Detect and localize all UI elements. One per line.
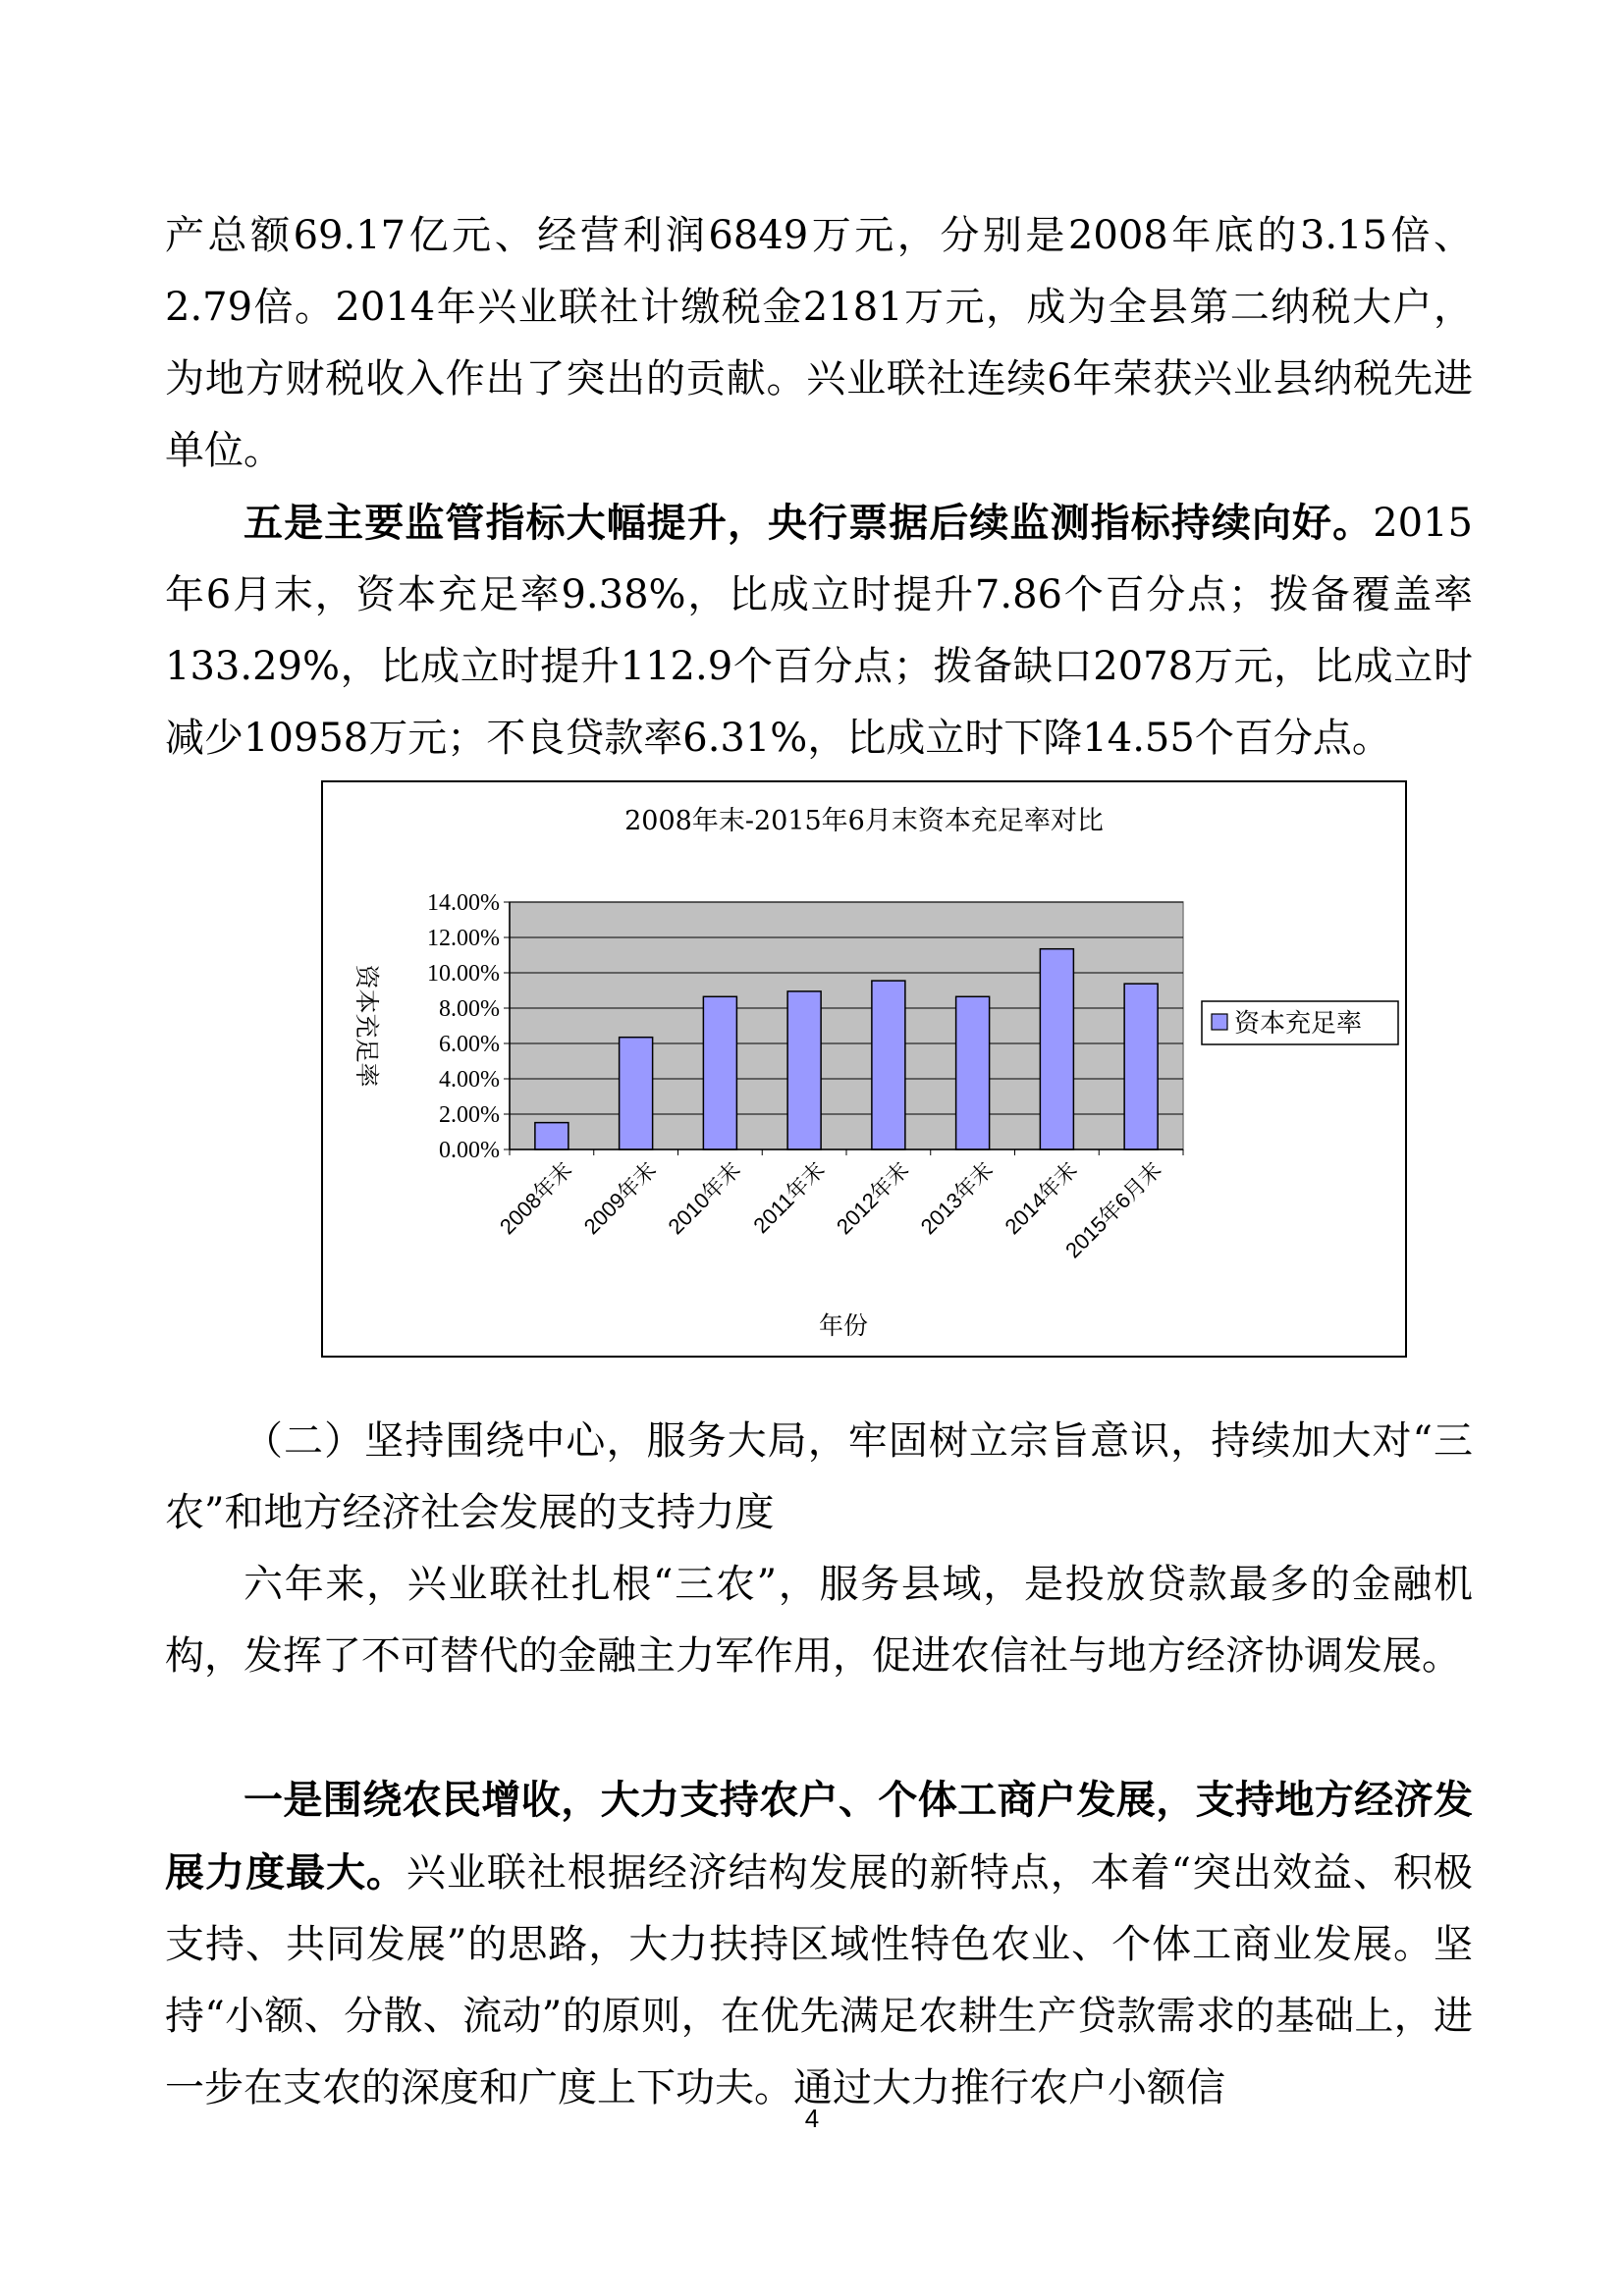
chart-title: 2008年末-2015年6月末资本充足率对比 <box>624 806 1104 836</box>
legend-swatch <box>1212 1014 1227 1030</box>
x-tick-label: 2012年末 <box>832 1156 914 1240</box>
legend-label: 资本充足率 <box>1234 1009 1363 1039</box>
x-tick-label: 2015年6月末 <box>1060 1156 1166 1263</box>
bar-1 <box>535 1123 568 1149</box>
section-heading-text: （二）坚持围绕中心，服务大局，牢固树立宗旨意识，持续加大对“三农”和地方经济社会发展的支持力度 <box>165 1418 1473 1535</box>
paragraph-heading: 五是主要监管指标大幅提升，央行票据后续监测指标持续向好。 <box>244 500 1374 546</box>
paragraph-heading: 一是围绕农民增收，大力支持农户、个体工商户发展，支持地方经济发展力度最大。 <box>165 1777 1473 1896</box>
bar-7 <box>1040 949 1073 1149</box>
y-tick-label: 2.00% <box>439 1102 500 1128</box>
x-tick-label: 2008年末 <box>495 1156 577 1240</box>
paragraph-text: 六年来，兴业联社扎根“三农”，服务县域，是投放贷款最多的金融机构，发挥了不可替代的金融主力军作用，促进农信社与地方经济协调发展。 <box>165 1562 1473 1679</box>
chart-canvas <box>323 782 1405 1356</box>
x-tick-label: 2011年末 <box>748 1156 830 1239</box>
y-tick-label: 12.00% <box>427 926 500 951</box>
paragraph-regulatory-indicators <box>165 487 1473 774</box>
paragraph-tax-contribution <box>165 200 1473 487</box>
x-axis-ticks <box>495 1149 1183 1262</box>
y-tick-label: 10.00% <box>427 961 500 987</box>
section-heading-two <box>165 1406 1473 1549</box>
bar-8 <box>1124 984 1158 1149</box>
legend <box>1202 1001 1398 1044</box>
y-tick-label: 14.00% <box>427 890 500 916</box>
page-number: 4 <box>804 2104 820 2133</box>
bar-2 <box>620 1038 653 1149</box>
x-axis-label: 年份 <box>818 1311 869 1340</box>
plot-area <box>510 902 1183 1149</box>
y-tick-label: 8.00% <box>439 996 500 1022</box>
y-tick-label: 0.00% <box>439 1138 500 1163</box>
paragraph-six-years <box>165 1549 1473 1692</box>
bar-4 <box>787 991 821 1149</box>
capital-adequacy-chart <box>321 780 1407 1358</box>
y-axis-label: 资本充足率 <box>352 964 381 1088</box>
x-tick-label: 2009年末 <box>578 1156 662 1240</box>
y-tick-label: 4.00% <box>439 1067 500 1093</box>
x-tick-label: 2010年末 <box>663 1156 745 1240</box>
x-tick-label: 2014年末 <box>1000 1156 1082 1240</box>
paragraph-text: 2015年6月末，资本充足率9.38%，比成立时提升7.86个百分点；拨备覆盖率133.29%，比成立时提升112.9个百分点；拨备缺口2078万元，比成立时减少10958万元；不良贷款率6.31%，比成立时下降14.55个百分点。 <box>165 501 1473 761</box>
bar-3 <box>703 996 736 1149</box>
paragraph-text: 兴业联社根据经济结构发展的新特点，本着“突出效益、积极支持、共同发展”的思路，大力扶持区域性特色农业、个体工商业发展。坚持“小额、分散、流动”的原则，在优先满足农耕生产贷款需求的基础上，进一步在支农的深度和广度上下功夫。通过大力推行农户小额信 <box>165 1850 1474 2110</box>
paragraph-farmer-income <box>165 1764 1473 2124</box>
x-tick-label: 2013年末 <box>915 1156 999 1240</box>
bar-5 <box>872 981 905 1149</box>
paragraph-text: 产总额69.17亿元、经营利润6849万元，分别是2008年底的3.15倍、2.79倍。2014年兴业联社计缴税金2181万元，成为全县第二纳税大户，为地方财税收入作出了突出的贡献。兴业联社连续6年荣获兴业县纳税先进单位。 <box>165 213 1473 473</box>
y-tick-label: 6.00% <box>439 1032 500 1057</box>
bar-6 <box>956 996 990 1149</box>
